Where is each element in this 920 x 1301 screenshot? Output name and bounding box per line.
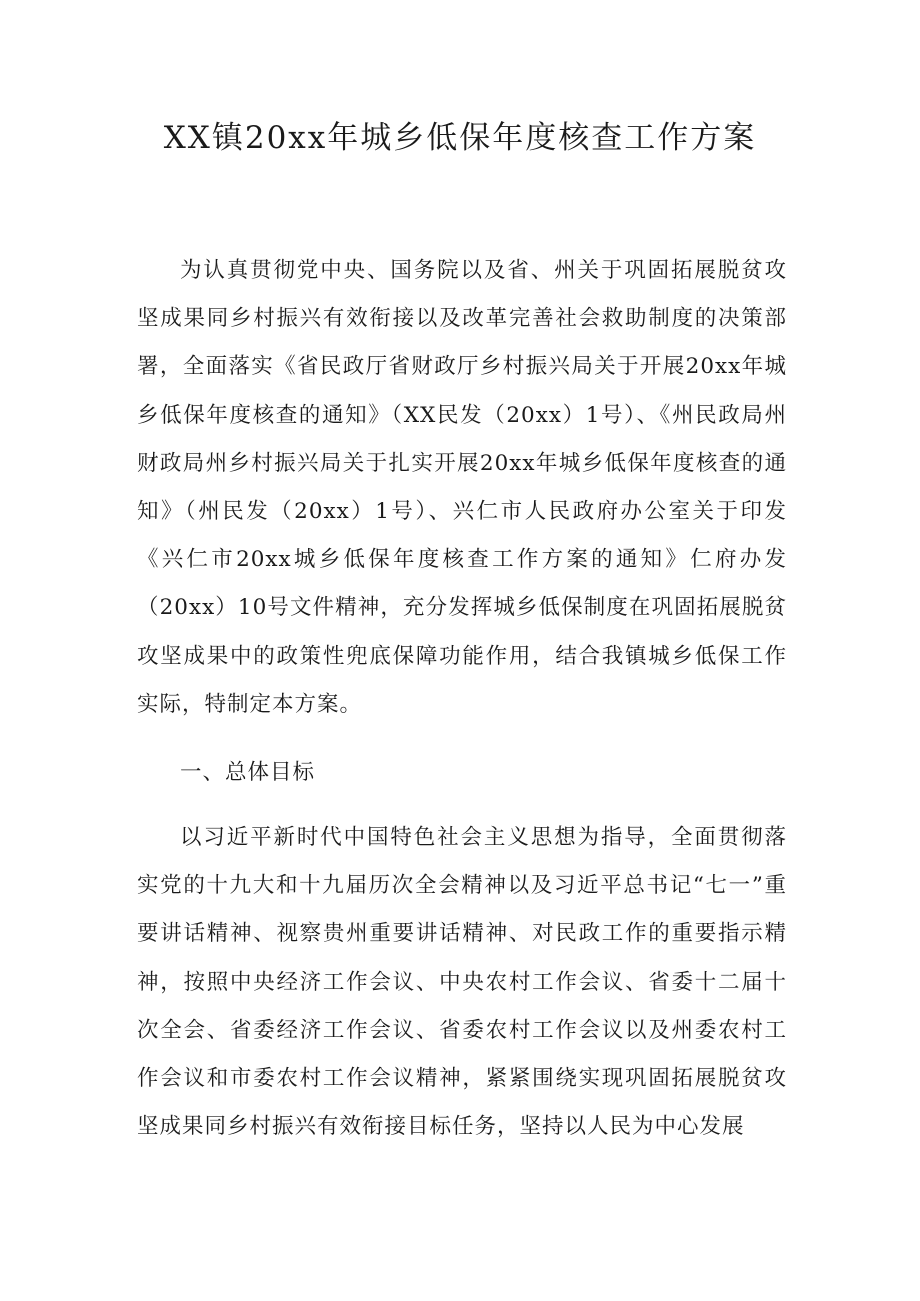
section-heading: 一、总体目标 (180, 760, 316, 785)
section-paragraph: 以习近平新时代中国特色社会主义思想为指导，全面贯彻落实党的十九大和十九届历次全会精神以及习近平总书记“七一”重要讲话精神、视察贵州重要讲话精神、对民政工作的重要指示精神，按照中央经济工作会议、中央农村工作会议、省委十二届十次全会、省委经济工作会议、省委农村工作会议以及州委农村工作会议和市委农村工作会议精神，紧紧围绕实现巩固拓展脱贫攻坚成果同乡村振兴有效衔接目标任务，坚持以人民为中心发展 (137, 825, 787, 1140)
intro-paragraph: 为认真贯彻党中央、国务院以及省、州关于巩固拓展脱贫攻坚成果同乡村振兴有效衔接以及改革完善社会救助制度的决策部署，全面落实《省民政厅省财政厅乡村振兴局关于开展20xx年城乡低保年度核查的通知》（XX民发（20xx）1号）、《州民政局州财政局州乡村振兴局关于扎实开展20xx年城乡低保年度核查的通知》（州民发（20xx）1号）、兴仁市人民政府办公室关于印发《兴仁市20xx城乡低保年度核查工作方案的通知》仁府办发（20xx）10号文件精神，充分发挥城乡低保制度在巩固拓展脱贫攻坚成果中的政策性兜底保障功能作用，结合我镇城乡低保工作实际，特制定本方案。 (137, 258, 787, 717)
document-title: XX镇20xx年城乡低保年度核查工作方案 (163, 120, 757, 156)
